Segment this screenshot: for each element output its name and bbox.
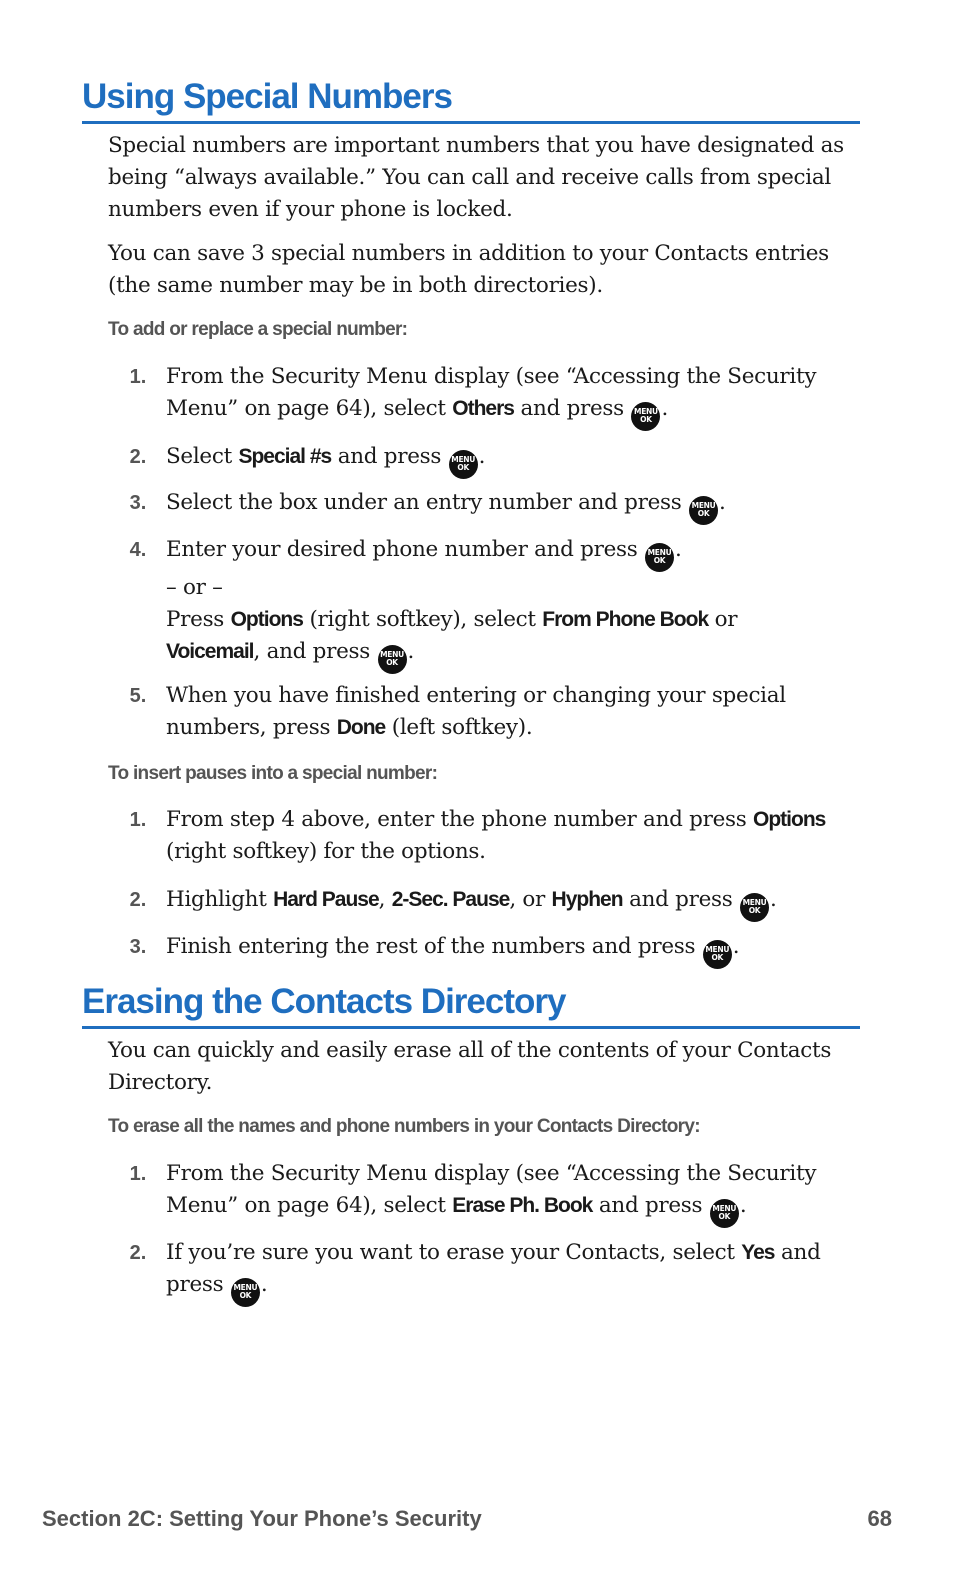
menu-ok-key-icon: MENU OK <box>231 1278 260 1307</box>
menu-ok-key-icon: MENU OK <box>378 645 407 674</box>
step-number: 5. <box>129 685 147 707</box>
insert-pauses-heading: To insert pauses into a special number: <box>108 763 438 784</box>
add-step-5: 5. When you have finished entering or changing your special numbers, press Done (left softkey). <box>120 680 860 744</box>
section-title-erasing-contacts: Erasing the Contacts Directory <box>82 983 860 1029</box>
option-erase-ph-book: Erase Ph. Book <box>452 1194 593 1217</box>
menu-ok-key-icon: MENU OK <box>710 1199 739 1228</box>
option-options: Options <box>230 608 303 631</box>
menu-ok-key-icon: MENU OK <box>631 402 660 431</box>
add-special-number-heading: To add or replace a special number: <box>108 319 408 340</box>
option-special-numbers: Special #s <box>238 445 332 468</box>
step-number: 1. <box>129 809 147 831</box>
step-number: 4. <box>129 539 147 561</box>
or-separator: – or – <box>166 575 223 600</box>
step-number: 1. <box>129 1163 147 1185</box>
add-step-3: 3. Select the box under an entry number and press MENU OK . <box>120 487 860 525</box>
erase-contacts-heading: To erase all the names and phone numbers in your Contacts Directory: <box>108 1116 700 1137</box>
menu-ok-key-icon: MENU OK <box>645 543 674 572</box>
menu-ok-key-icon: MENU OK <box>703 940 732 969</box>
option-hyphen: Hyphen <box>551 888 623 911</box>
step-number: 3. <box>129 492 147 514</box>
option-voicemail: Voicemail <box>166 640 254 663</box>
erase-step-1: 1. From the Security Menu display (see “Accessing the Security Menu” on page 64), select Erase Ph. Book and press MENU OK . <box>120 1158 860 1228</box>
footer-section-label: Section 2C: Setting Your Phone’s Security <box>42 1506 482 1531</box>
step-number: 2. <box>129 1242 147 1264</box>
erase-step-2: 2. If you’re sure you want to erase your Contacts, select Yes and press MENU OK . <box>120 1237 860 1307</box>
menu-ok-key-icon: MENU OK <box>449 450 478 479</box>
option-hard-pause: Hard Pause <box>273 888 379 911</box>
step-number: 1. <box>129 366 147 388</box>
option-from-phone-book: From Phone Book <box>542 608 709 631</box>
footer-page-number: 68 <box>867 1506 892 1531</box>
section-title-special-numbers: Using Special Numbers <box>82 78 860 124</box>
erase-intro: You can quickly and easily erase all of the contents of your Contacts Directory. <box>108 1038 832 1095</box>
menu-ok-key-icon: MENU OK <box>740 893 769 922</box>
step-number: 3. <box>129 936 147 958</box>
option-others: Others <box>452 397 514 420</box>
step-number: 2. <box>129 446 147 468</box>
add-step-1: 1. From the Security Menu display (see “Accessing the Security Menu” on page 64), select Others and press MENU OK . <box>120 361 860 431</box>
add-step-4: 4. Enter your desired phone number and press MENU OK . – or – Press Options (right softkey), select From Phone Book or Voicemail, and press MENU OK . <box>120 534 860 674</box>
option-2-sec-pause: 2-Sec. Pause <box>391 888 510 911</box>
add-step-2: 2. Select Special #s and press MENU OK . <box>120 441 860 479</box>
special-intro-2: You can save 3 special numbers in addition to your Contacts entries (the same number may be in both directories). <box>108 241 829 298</box>
option-done: Done <box>336 716 386 739</box>
menu-ok-key-icon: MENU OK <box>689 496 718 525</box>
option-yes: Yes <box>741 1241 775 1264</box>
pause-step-1: 1. From step 4 above, enter the phone number and press Options (right softkey) for the options. <box>120 804 860 868</box>
option-options: Options <box>753 808 826 831</box>
pause-step-3: 3. Finish entering the rest of the numbers and press MENU OK . <box>120 931 860 969</box>
step-number: 2. <box>129 889 147 911</box>
special-intro-1: Special numbers are important numbers that you have designated as being “always available.” You can call and receive calls from special numbers even if your phone is locked. <box>108 133 844 222</box>
pause-step-2: 2. Highlight Hard Pause, 2-Sec. Pause, or Hyphen and press MENU OK . <box>120 884 860 922</box>
